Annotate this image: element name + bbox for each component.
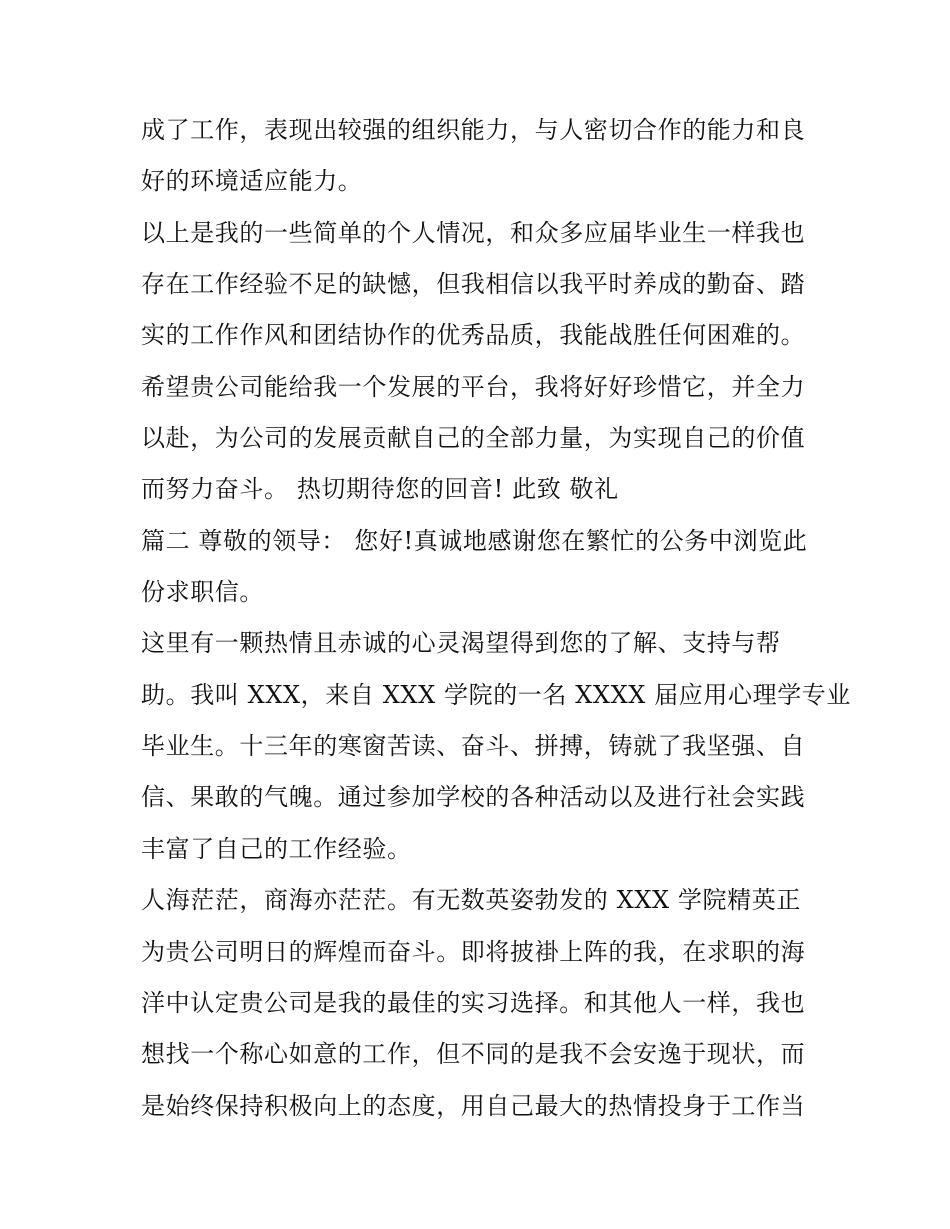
text-line: 这里有一颗热情且赤诚的心灵渴望得到您的了解、支持与帮: [141, 629, 781, 658]
text-line: 成了工作，表现出较强的组织能力，与人密切合作的能力和良: [141, 116, 806, 144]
text-line: 人海茫茫，商海亦茫茫。有无数英姿勃发的 XXX 学院精英正: [141, 886, 801, 915]
text-line: 篇二 尊敬的领导： 您好!真诚地感谢您在繁忙的公务中浏览此: [141, 526, 808, 555]
text-line: 以赴，为公司的发展贡献自己的全部力量，为实现自己的价值: [141, 424, 806, 453]
body-text: [141, 108, 852, 1135]
text-line: 份求职信。: [141, 578, 264, 607]
text-line: 而努力奋斗。 热切期待您的回音! 此致 敬礼: [141, 475, 619, 504]
text-line: 实的工作作风和团结协作的优秀品质，我能战胜任何困难的。: [141, 321, 806, 350]
text-line: 信、果敢的气魄。通过参加学校的各种活动以及进行社会实践: [141, 783, 806, 812]
text-line: 想找一个称心如意的工作，但不同的是我不会安逸于现状，而: [141, 1040, 806, 1069]
text-line: 好的环境适应能力。: [141, 167, 363, 196]
text-line: 丰富了自己的工作经验。: [141, 834, 412, 863]
text-line: 以上是我的一些简单的个人情况，和众多应届毕业生一样我也: [141, 218, 806, 247]
text-line: 为贵公司明日的辉煌而奋斗。即将披褂上阵的我，在求职的海: [141, 937, 806, 966]
text-line: 助。我叫 XXX，来自 XXX 学院的一名 XXXX 届应用心理学专业: [141, 680, 852, 709]
text-line: 洋中认定贵公司是我的最佳的实习选择。和其他人一样，我也: [141, 988, 806, 1017]
text-line: 希望贵公司能给我一个发展的平台，我将好好珍惜它，并全力: [141, 372, 806, 401]
text-line: 毕业生。十三年的寒窗苦读、奋斗、拼搏，铸就了我坚强、自: [141, 732, 806, 761]
text-line: 是始终保持积极向上的态度，用自己最大的热情投身于工作当: [141, 1091, 806, 1120]
text-line: 存在工作经验不足的缺憾，但我相信以我平时养成的勤奋、踏: [141, 270, 806, 299]
